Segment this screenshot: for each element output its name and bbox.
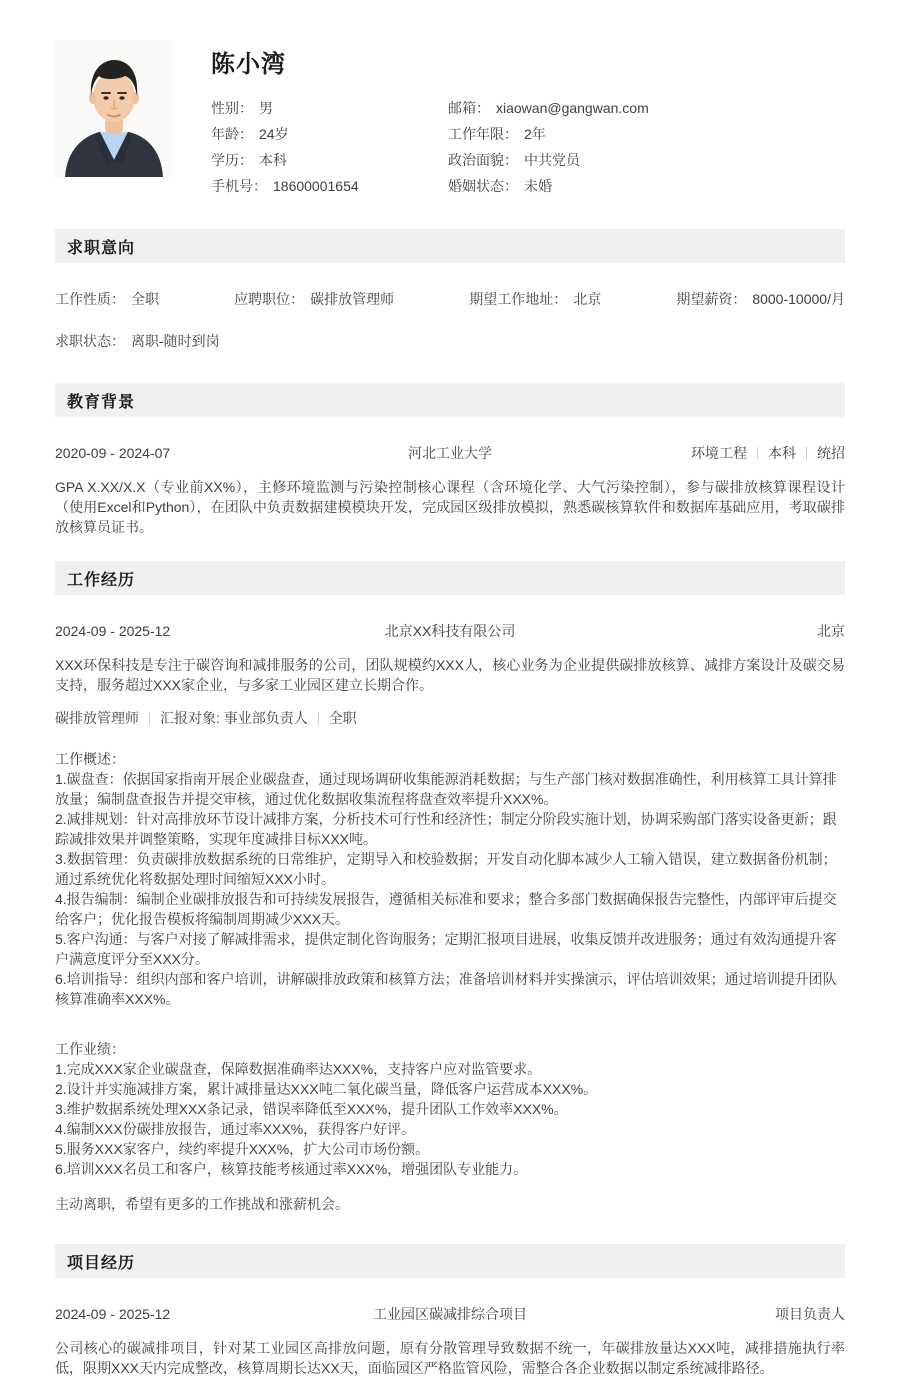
person-name: 陈小湾: [211, 51, 286, 78]
section-title: 教育背景: [67, 393, 136, 411]
work-company-intro: XXX环保科技是专注于碳咨询和减排服务的公司，团队规模约XXX人，核心业务为企业提供碳排放核算、减排方案设计及碳交易支持，服务超过XXX家企业，与多家工业园区建立长期合作。: [55, 657, 845, 693]
project-period: 2024-09 - 2025-12: [55, 1306, 171, 1322]
work-achievement-item: 6.培训XXX名员工和客户，核算技能考核通过率XXX%，增强团队专业能力。: [55, 1161, 528, 1177]
job-intention-row-2: [55, 331, 845, 351]
project-name: 工业园区碳减排综合项目: [373, 1306, 527, 1322]
work-report-to: 汇报对象: 事业部负责人: [160, 710, 308, 726]
info-value: 中共党员: [524, 152, 580, 168]
work-role-row: [55, 708, 845, 728]
info-value: 18600001654: [273, 178, 359, 194]
education-meta-row: [55, 443, 845, 463]
separator: [149, 712, 150, 725]
work-overview-item: 4.报告编制：编制企业碳排放报告和可持续发展报告，遵循相关标准和要求；整合多部门数据确保报告完整性，内部评审后提交给客户；优化报告模板将编制周期减少XXX天。: [55, 891, 837, 927]
work-overview-block: [55, 749, 845, 1009]
work-employment-type: 全职: [328, 710, 357, 726]
separator: [318, 712, 319, 725]
info-row-age: [211, 121, 448, 147]
work-leave-reason: 主动离职，希望有更多的工作挑战和涨薪机会。: [55, 1196, 349, 1212]
separator: [806, 447, 807, 460]
separator: [757, 447, 758, 460]
work-meta-row: [55, 621, 845, 641]
field-expected-location: [469, 289, 601, 309]
field-value: 北京: [573, 291, 602, 307]
work-achievements-title: 工作业绩：: [55, 1041, 125, 1057]
info-label: 婚姻状态：: [448, 178, 518, 194]
job-intention-body: [55, 289, 845, 351]
field-label: 应聘职位：: [234, 291, 305, 307]
education-period: 2020-09 - 2024-07: [55, 445, 171, 461]
work-achievements-block: [55, 1039, 845, 1179]
education-school: 河北工业大学: [408, 445, 492, 461]
field-job-status: [55, 333, 220, 349]
info-row-political-status: [448, 147, 649, 173]
section-header-project-experience: [55, 1244, 845, 1278]
project-meta-row: [55, 1304, 845, 1324]
work-overview-item: 3.数据管理：负责碳排放数据系统的日常维护，定期导入和校验数据；开发自动化脚本减少人工输入错误，建立数据备份机制；通过系统优化将数据处理时间缩短XXX小时。: [55, 851, 837, 887]
personal-info-grid: [211, 95, 845, 199]
project-experience-body: [55, 1304, 845, 1378]
field-value: 碳排放管理师: [310, 291, 395, 307]
personal-info-left-column: [211, 95, 448, 199]
work-achievement-item: 4.编制XXX份碳排放报告，通过率XXX%，获得客户好评。: [55, 1121, 416, 1137]
work-location: 北京: [817, 623, 845, 639]
info-row-degree: [211, 147, 448, 173]
info-value: 24岁: [259, 126, 289, 142]
info-value: 本科: [259, 152, 287, 168]
field-label: 求职状态：: [55, 333, 125, 349]
work-role: 碳排放管理师: [55, 710, 139, 726]
info-label: 手机号：: [211, 178, 267, 194]
education-body: [55, 443, 845, 537]
work-overview-title: 工作概述：: [55, 751, 125, 767]
work-overview-item: 5.客户沟通：与客户对接了解减排需求，提供定制化咨询服务；定期汇报项目进展，收集反馈并改进服务；通过有效沟通提升客户满意度评分至XXX分。: [55, 931, 837, 967]
info-label: 学历：: [211, 152, 253, 168]
profile-photo: [55, 40, 173, 177]
section-title: 求职意向: [67, 239, 136, 257]
work-period: 2024-09 - 2025-12: [55, 623, 171, 639]
work-experience-body: [55, 621, 845, 1214]
work-achievement-item: 3.维护数据系统处理XXX条记录，错误率降低至XXX%，提升团队工作效率XXX%。: [55, 1101, 568, 1117]
field-expected-salary: [676, 289, 845, 309]
info-value: xiaowan@gangwan.com: [496, 100, 649, 116]
info-label: 性别：: [211, 100, 253, 116]
work-company: 北京XX科技有限公司: [384, 623, 516, 639]
section-title: 工作经历: [67, 571, 136, 589]
job-intention-row-1: [55, 289, 845, 309]
education-degree: 本科: [768, 445, 796, 461]
personal-info-right-column: [448, 95, 649, 199]
section-header-education: [55, 383, 845, 417]
work-achievement-item: 1.完成XXX家企业碳盘查，保障数据准确率达XXX%，支持客户应对监管要求。: [55, 1061, 542, 1077]
field-value: 8000-10000/月: [752, 291, 845, 307]
info-row-gender: [211, 95, 448, 121]
field-job-type: [55, 289, 159, 309]
education-description: GPA X.XX/X.X（专业前XX%），主修环境监测与污染控制核心课程（含环境化学、大气污染控制），参与碳排放核算课程设计（使用Excel和Python），在团队中负责数据建模模块开发，完成园区级排放模拟，熟悉碳核算软件和数据库基础应用，考取碳排放核算员证书。: [55, 479, 845, 535]
info-value: 未婚: [524, 178, 552, 194]
info-row-marital-status: [448, 173, 649, 199]
field-label: 期望工作地址：: [469, 291, 568, 307]
info-value: 2年: [524, 126, 546, 142]
info-value: 男: [259, 100, 273, 116]
field-value: 离职-随时到岗: [131, 333, 220, 349]
education-enrollment-type: 统招: [817, 445, 845, 461]
info-label: 工作年限：: [448, 126, 518, 142]
info-row-email: [448, 95, 649, 121]
project-description: 公司核心的碳减排项目，针对某工业园区高排放问题，原有分散管理导致数据不统一，年碳排放量达XXX吨，减排措施执行率低，限期XXX天内完成整改，核算周期长达XX天，面临园区严格监管风险，需整合各企业数据以制定系统减排路径。: [55, 1340, 845, 1376]
info-label: 政治面貌：: [448, 152, 518, 168]
info-label: 年龄：: [211, 126, 253, 142]
field-label: 期望薪资：: [676, 291, 747, 307]
info-row-phone: [211, 173, 448, 199]
work-overview-item: 6.培训指导：组织内部和客户培训，讲解碳排放政策和核算方法；准备培训材料并实操演示，评估培训效果；通过培训提升团队核算准确率XXX%。: [55, 971, 837, 1007]
section-title: 项目经历: [67, 1254, 136, 1272]
education-tags: [598, 443, 845, 463]
field-label: 工作性质：: [55, 291, 125, 307]
work-overview-item: 1.碳盘查：依据国家指南开展企业碳盘查，通过现场调研收集能源消耗数据；与生产部门核对数据准确性，利用核算工具计算排放量；编制盘查报告并提交审核，通过优化数据收集流程将盘查效率提升XXX%。: [55, 771, 837, 807]
education-major: 环境工程: [691, 445, 747, 461]
section-header-job-intention: [55, 229, 845, 263]
section-header-work-experience: [55, 561, 845, 595]
resume-header: [55, 40, 845, 199]
work-achievement-item: 5.服务XXX家客户，续约率提升XXX%，扩大公司市场份额。: [55, 1141, 430, 1157]
field-target-position: [234, 289, 394, 309]
field-value: 全职: [131, 291, 159, 307]
work-achievement-item: 2.设计并实施减排方案，累计减排量达XXX吨二氧化碳当量，降低客户运营成本XXX%。: [55, 1081, 598, 1097]
info-label: 邮箱：: [448, 100, 490, 116]
header-info: [211, 40, 845, 199]
project-role: 项目负责人: [775, 1306, 845, 1322]
info-row-experience-years: [448, 121, 649, 147]
profile-photo-illustration: [55, 40, 173, 177]
work-overview-item: 2.减排规划：针对高排放环节设计减排方案，分析技术可行性和经济性；制定分阶段实施计划，协调采购部门落实设备更新；跟踪减排效果并调整策略，实现年度减排目标XXX吨。: [55, 811, 837, 847]
